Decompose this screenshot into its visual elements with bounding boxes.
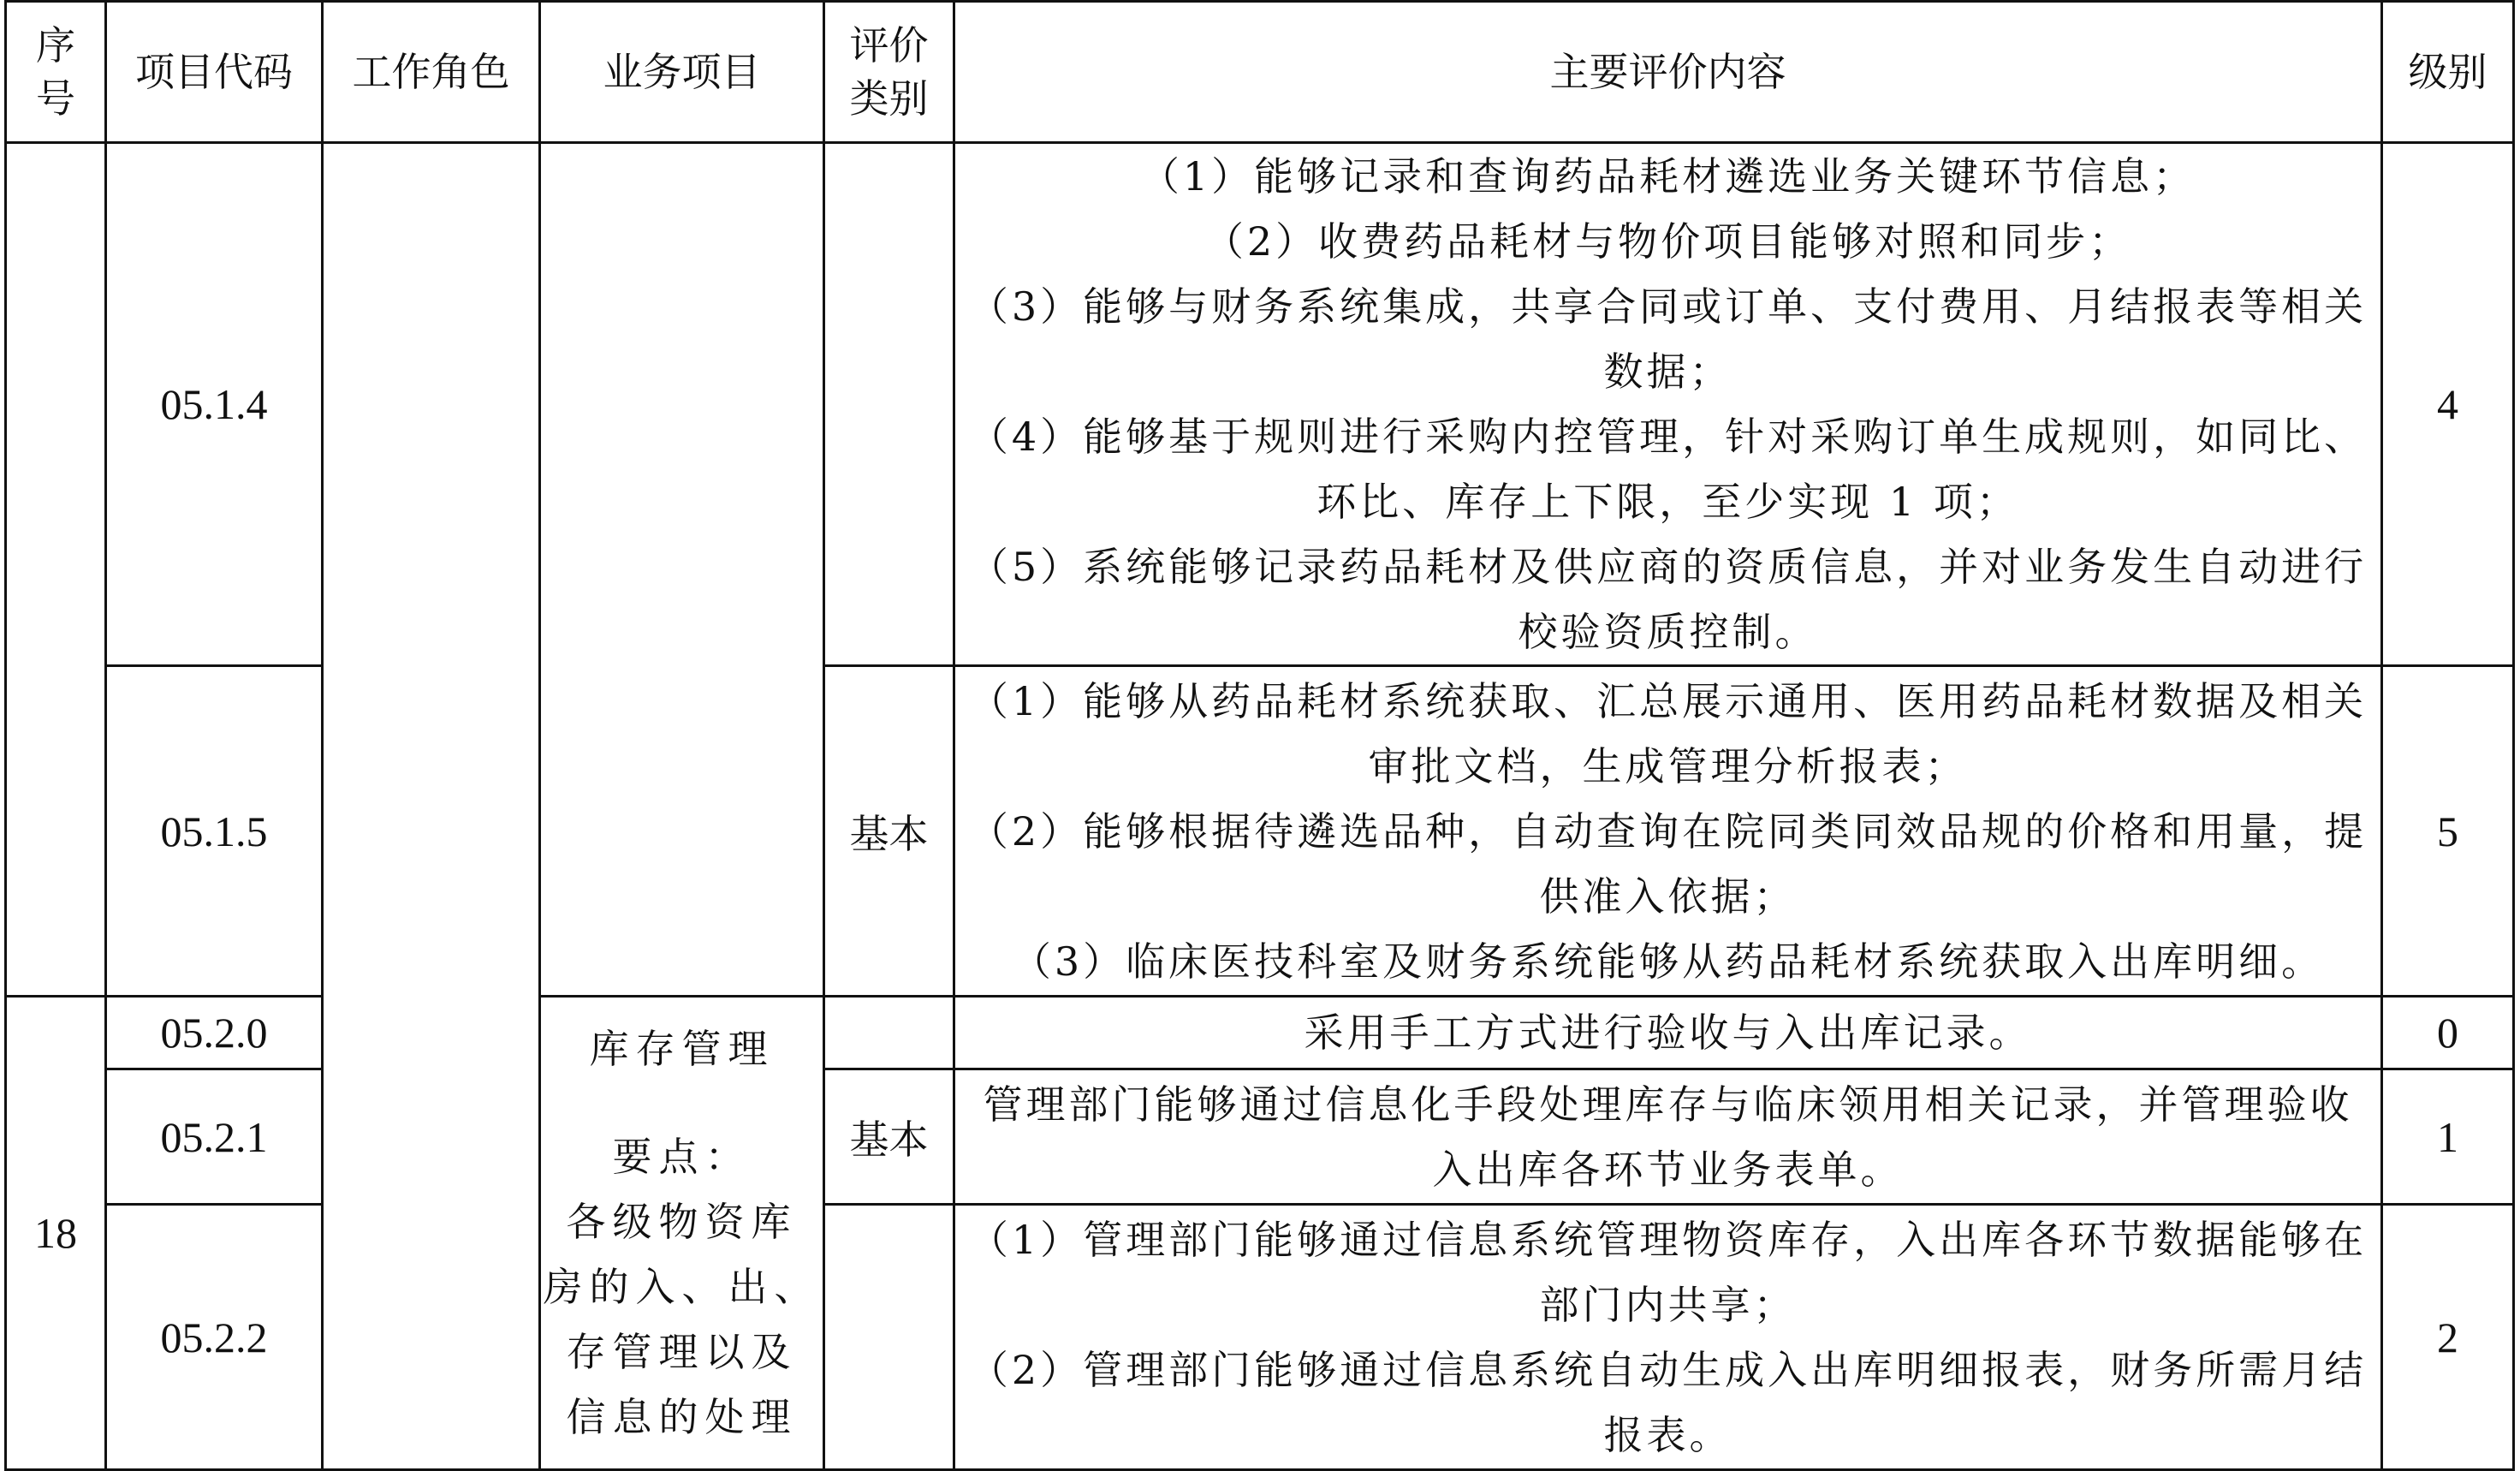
category-cell bbox=[824, 997, 954, 1069]
level-cell: 1 bbox=[2382, 1069, 2514, 1205]
content-line: （1）能够记录和查询药品耗材遴选业务关键环节信息； bbox=[1139, 153, 2196, 200]
code-cell: 05.2.0 bbox=[106, 997, 323, 1069]
business-points-line: 各级物资库 bbox=[566, 1199, 798, 1245]
content-line: 报表。 bbox=[1603, 1411, 1732, 1458]
category-cell bbox=[824, 143, 954, 666]
code-cell: 05.1.4 bbox=[106, 143, 323, 666]
header-business: 业务项目 bbox=[540, 2, 824, 143]
code-cell: 05.2.1 bbox=[106, 1069, 323, 1205]
header-category: 评价类别 bbox=[824, 2, 954, 143]
content-line: （1）能够从药品耗材系统获取、汇总展示通用、医用药品耗材数据及相关 bbox=[968, 677, 2368, 724]
content-cell bbox=[954, 666, 2382, 997]
content-line: 审批文档，生成管理分析报表； bbox=[1368, 742, 1968, 789]
category-cell bbox=[824, 1205, 954, 1470]
business-cell bbox=[540, 997, 824, 1470]
business-points-line: 信息的处理 bbox=[566, 1394, 798, 1440]
seq-cell: 18 bbox=[6, 997, 106, 1470]
header-role: 工作角色 bbox=[323, 2, 540, 143]
content-line: 供准入依据； bbox=[1539, 872, 1797, 920]
category-cell: 基本 bbox=[824, 666, 954, 997]
code-cell: 05.1.5 bbox=[106, 666, 323, 997]
content-line: 管理部门能够通过信息化手段处理库存与临床领用相关记录，并管理验收 bbox=[983, 1081, 2353, 1128]
header-content: 主要评价内容 bbox=[954, 2, 2382, 143]
content-line: （3）能够与财务系统集成，共享合同或订单、支付费用、月结报表等相关 bbox=[968, 283, 2368, 330]
content-line: （4）能够基于规则进行采购内控管理，针对采购订单生成规则，如同比、 bbox=[968, 414, 2368, 460]
header-seq: 序号 bbox=[6, 2, 106, 143]
content-line: （1）管理部门能够通过信息系统管理物资库存，入出库各环节数据能够在 bbox=[968, 1216, 2368, 1263]
content-line: （3）临床医技科室及财务系统能够从药品耗材系统获取入出库明细。 bbox=[1011, 938, 2325, 985]
code-cell: 05.2.2 bbox=[106, 1205, 323, 1470]
content-line: 采用手工方式进行验收与入出库记录。 bbox=[1304, 1009, 2032, 1056]
header-row bbox=[6, 2, 2514, 143]
header-level: 级别 bbox=[2382, 2, 2514, 143]
content-cell bbox=[954, 1069, 2382, 1205]
content-cell bbox=[954, 1205, 2382, 1470]
table-row bbox=[6, 143, 2514, 666]
content-line: 数据； bbox=[1603, 348, 1732, 395]
business-points-line: 存管理以及 bbox=[566, 1329, 798, 1375]
level-cell: 5 bbox=[2382, 666, 2514, 997]
business-cell-empty bbox=[540, 143, 824, 997]
content-line: 环比、库存上下限，至少实现 1 项； bbox=[1316, 479, 2019, 525]
level-cell: 2 bbox=[2382, 1205, 2514, 1470]
business-points-line: 房的入、出、 bbox=[543, 1264, 821, 1310]
header-code: 项目代码 bbox=[106, 2, 323, 143]
evaluation-table bbox=[4, 0, 2515, 1471]
business-title: 库存管理 bbox=[589, 1026, 775, 1072]
content-line: （2）管理部门能够通过信息系统自动生成入出库明细报表，财务所需月结 bbox=[968, 1346, 2368, 1393]
content-line: 校验资质控制。 bbox=[1518, 609, 1818, 655]
role-cell bbox=[323, 143, 540, 1470]
content-line: 入出库各环节业务表单。 bbox=[1432, 1146, 1904, 1193]
content-line: （5）系统能够记录药品耗材及供应商的资质信息，并对业务发生自动进行 bbox=[968, 544, 2368, 590]
level-cell: 4 bbox=[2382, 143, 2514, 666]
level-cell: 0 bbox=[2382, 997, 2514, 1069]
content-cell bbox=[954, 997, 2382, 1069]
content-line: （2）收费药品耗材与物价项目能够对照和同步； bbox=[1204, 218, 2132, 265]
seq-cell-empty bbox=[6, 143, 106, 997]
content-line: （2）能够根据待遴选品种，自动查询在院同类同效品规的价格和用量，提 bbox=[968, 807, 2368, 855]
business-points-label: 要点： bbox=[612, 1134, 752, 1180]
category-cell: 基本 bbox=[824, 1069, 954, 1205]
content-line: 部门内共享； bbox=[1539, 1281, 1797, 1328]
content-cell bbox=[954, 143, 2382, 666]
